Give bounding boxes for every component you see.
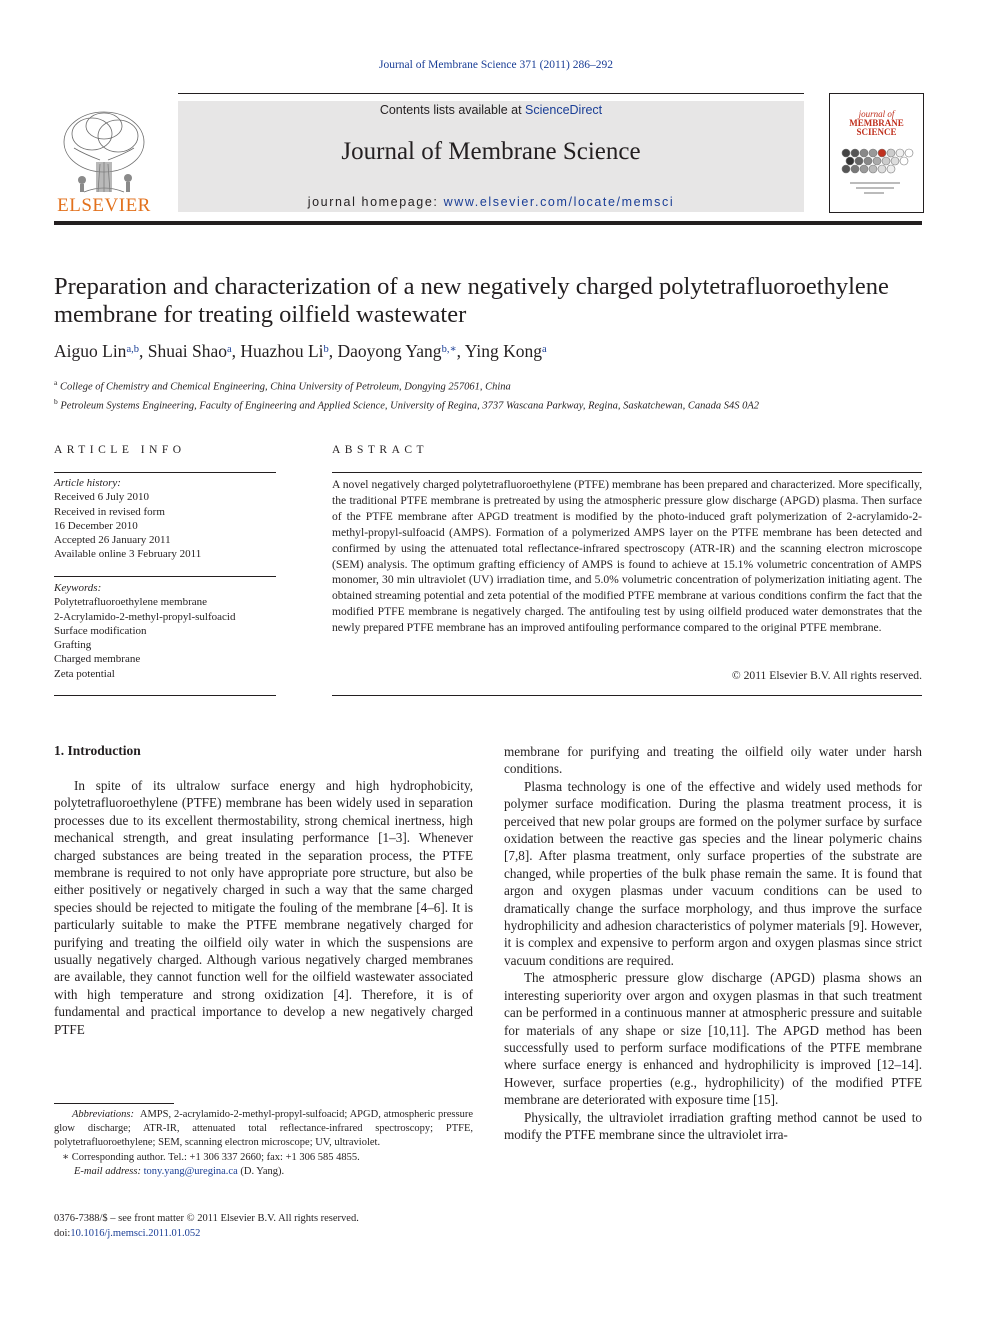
body-paragraph: membrane for purifying and treating the oilfield oily water under harsh conditions. [504,744,922,777]
author-separator: , [231,341,241,361]
keyword: 2-Acrylamido-2-methyl-propyl-sulfoacid [54,610,236,623]
abstract-copyright: © 2011 Elsevier B.V. All rights reserved. [731,669,922,682]
history-label: Article history: [54,477,121,489]
author-name: Huazhou Li [240,341,324,361]
abstract-rule [332,472,922,473]
author-name: Aiguo Lin [54,341,127,361]
article-info-rule [54,472,276,473]
author-list [54,341,922,362]
author[interactable] [338,341,465,361]
body-left-column [54,777,473,1038]
cover-title-line2: MEMBRANE [849,118,904,128]
affiliation [54,395,922,414]
doi-line [54,1227,473,1242]
affiliation-mark: b [54,397,58,406]
front-matter [54,1212,473,1241]
author-name: Shuai Shao [147,341,227,361]
header-rule [178,93,804,94]
keywords-rule [54,576,276,577]
author[interactable] [54,341,148,361]
keyword: Zeta potential [54,667,115,680]
keywords-label: Keywords: [54,582,102,594]
body-paragraph: The atmospheric pressure glow discharge (APGD) plasma shows an interesting superiority over argon and oxygen plasmas in that such treatment can be performed in a continuous manner at atmospheric pressure and suitable for materials of any shape or size [10,11]. The APGD method has been successfully used to perform surface modifications of the PTFE membrane where surface energy is enhanced and hydrophilicity is improved [12–14]. However, surface properties (e.g., hydrophilicity) of the modified PTFE membrane are deteriorated with exposure time [15]. [504,970,922,1108]
author-affil-mark[interactable]: a,b [126,344,139,355]
author-separator: , [138,341,148,361]
abstract-text: A novel negatively charged polytetrafluoroethylene (PTFE) membrane has been prepared and characterized. More specifically, the traditional PTFE membrane is pretreated by using the atmospheric pressure glow discharge (APGD) plasma. Then surface of the PTFE membrane after APGD treatment is modified by the photo-induced graft polymerization of 2-acrylamido-2-methyl-propyl-sulfoacid (AMPS). Formation of a polymerized AMPS layer on the PTFE membrane has been detected and confirmed by using the attenuated total reflectance-infrared spectroscopy (ATR-IR) and the scanning electron microscope (SEM) analysis. The optimum grafting efficiency of AMPS is found to achieve at 15.1% volumetric concentration of AMPS monomer, 30 min ultraviolet (UV) irradiation time, and 5.0% volumetric concentration of polymerization initiating agent. The obtained streaming potential and zeta potential of the modified PTFE membrane at various conditions confirm the fact that the modified PTFE membrane is negatively charged. The antifouling test by using oilfield produced water demonstrates that the newly prepared PTFE membrane has an improved antifouling performance compared to the original PTFE membrane. [332,478,922,635]
author[interactable] [240,341,337,361]
abbreviations-label: Abbreviations: [72,1109,135,1120]
contents-prefix: Contents lists available at [379,103,526,117]
section-heading: 1. Introduction [54,743,141,758]
author-name: Ying Kong [464,341,542,361]
contents-line [178,103,804,117]
abstract-heading: ABSTRACT [332,444,429,456]
email-link[interactable]: tony.yang@uregina.ca [143,1165,238,1177]
affiliation [54,376,922,395]
author[interactable] [148,341,241,361]
author-affil-mark[interactable]: a [226,344,232,355]
article-title: Preparation and characterization of a new negatively charged polytetrafluoroethylene membrane for treating oilfield wastewater [54,273,889,328]
footnote-rule [54,1103,174,1104]
publisher-wordmark: ELSEVIER [57,195,151,216]
affiliation-mark: a [54,378,58,387]
abbreviations-footnote [54,1108,473,1151]
body-paragraph: Plasma technology is one of the effective and widely used methods for polymer surface modification. During the plasma treatment process, it is perceived that new polar groups are formed on the polymer surface by surface oxidation between the reactive gas species and the linear polymeric chains [7,8]. After plasma treatment, only surface properties of the substrate are changed, while properties of the bulk phase remain the same. It is found that argon and oxygen plasmas under vacuum conditions can be used to dramatically change the surface morphology, and thus improve the surface hydrophilicity and adhesion characteristics of polymer materials [9]. However, it is complex and expensive to perform argon and oxygen plasmas since strict vacuum conditions are required. [504,778,922,968]
keyword: Polytetrafluoroethylene membrane [54,596,208,609]
author-affil-mark[interactable]: b,∗ [441,344,457,355]
doi-prefix: doi: [54,1227,71,1239]
footnotes [54,1108,473,1179]
history-item: 16 December 2010 [54,519,138,532]
abbreviations-text: AMPS, 2-acrylamido-2-methyl-propyl-sulfoacid; APGD, atmospheric pressure glow discharge; ATR-IR, attenuated total reflectance-infrared spectroscopy; PTFE, polytetrafluoroethylene; SEM, scanning electron microscope; UV, ultraviolet. [54,1109,473,1149]
affiliations [54,376,922,414]
keyword: Surface modification [54,624,147,637]
history-item: Received 6 July 2010 [54,491,150,504]
keywords [54,581,276,681]
article-history [54,476,276,562]
homepage-link[interactable]: www.elsevier.com/locate/memsci [443,195,675,209]
author-affil-mark[interactable]: a [542,344,547,355]
body-paragraph: In spite of its ultralow surface energy and high hydrophobicity, polytetrafluoroethylene (PTFE) membrane has been widely used in separation processes due to its excellent thermostability, strong chemical inertness, high mechanical strength, and great insulating performance [1–3]. Whenever charged substances are being treated in the separation process, the PTFE membrane is required to not only have appropriate pore structure, but also be either positively or negatively charged in such a way that the same charged species should be rejected to mitigate the fouling of the membrane [4–6]. It is particularly suitable to make the PTFE membrane negatively charged for purifying and treating the oilfield oily water in which the suspensions are usually negatively charged. Although various negatively charged membranes are available, they cannot function well for the oilfield wastewater associated with high temperature and strong oxidization [4]. Therefore, it is of fundamental and practical importance to develop a new negatively charged PTFE [54,778,473,1037]
author-affil-mark[interactable]: b [323,344,329,355]
author-separator: , [456,341,465,361]
homepage-line [178,195,804,209]
history-item: Received in revised form [54,505,165,518]
cover-title [830,110,923,137]
body-paragraph: Physically, the ultraviolet irradiation grafting method cannot be used to modify the PTFE membrane since the ultraviolet irra- [504,1109,922,1142]
sciencedirect-link[interactable]: ScienceDirect [525,103,603,117]
email-suffix: (D. Yang). [237,1165,285,1177]
header-thick-rule [54,221,922,225]
affiliation-text: College of Chemistry and Chemical Engineering, China University of Petroleum, Dongying 257061, China [59,381,511,393]
history-item: Available online 3 February 2011 [54,548,202,561]
homepage-prefix: journal homepage: [307,195,444,209]
author-separator: , [328,341,338,361]
cover-title-line3: SCIENCE [856,127,897,137]
journal-title: Journal of Membrane Science [341,138,641,165]
author[interactable] [465,341,547,361]
issn-line: 0376-7388/$ – see front matter © 2011 Elsevier B.V. All rights reserved. [54,1213,359,1224]
article-info-bottom-rule [54,695,276,696]
history-item: Accepted 26 January 2011 [54,534,171,547]
email-label: E-mail address: [74,1165,141,1177]
corresponding-author-footnote: ∗ Corresponding author. Tel.: +1 306 337 2660; fax: +1 306 585 4855. [62,1151,360,1163]
keyword: Grafting [54,639,92,652]
author-name: Daoyong Yang [337,341,442,361]
abstract-bottom-rule [332,695,922,696]
cover-hexagon-graphic [830,137,923,197]
doi-link[interactable]: 10.1016/j.memsci.2011.01.052 [70,1227,201,1239]
article-info-heading: ARTICLE INFO [54,444,186,456]
email-footnote [54,1165,473,1179]
affiliation-text: Petroleum Systems Engineering, Faculty of Engineering and Applied Science, University of Regina, 3737 Wascana Parkway, Regina, Saskatchewan, Canada S4S 0A2 [60,400,759,412]
body-right-column [504,743,922,1143]
journal-cover-thumbnail[interactable] [829,93,924,213]
keyword: Charged membrane [54,653,141,666]
cover-title-line1: journal of [858,109,895,119]
running-head[interactable]: Journal of Membrane Science 371 (2011) 286–292 [379,59,613,71]
